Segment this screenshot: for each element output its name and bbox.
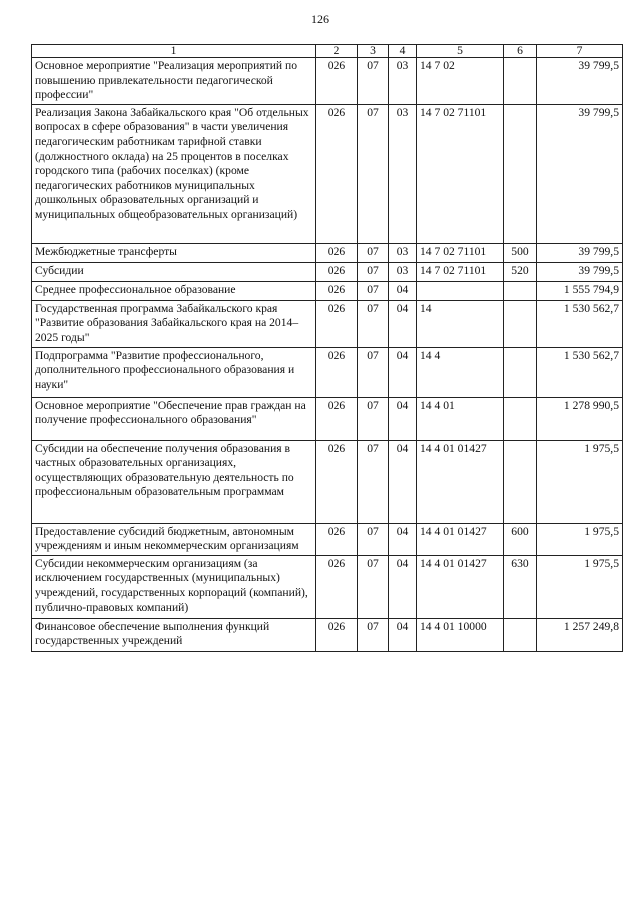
row-name: Реализация Закона Забайкальского края "Об отдельных вопросах в сфере образования" в части увеличения педагогическим работникам тарифной ставки (должностного оклада) на 25 процентов в поселках городского типа (рабочих поселках) (кроме педагогических работников муниципальных дошкольных образовательных организаций и муниципальных общеобразовательных организаций): [32, 104, 316, 243]
header-col-6: 6: [504, 45, 537, 58]
row-grbs: 026: [316, 397, 358, 440]
row-grbs: 026: [316, 347, 358, 397]
header-row: [32, 45, 623, 58]
table-row: [32, 300, 623, 347]
table-row: [32, 281, 623, 300]
table-row: [32, 555, 623, 618]
table-row: [32, 347, 623, 397]
table-row: [32, 58, 623, 105]
row-expense-type: [504, 618, 537, 651]
row-name: Субсидии некоммерческим организациям (за исключением государственных (муниципальных) учреждений, государственных корпораций (компаний), публично-правовых компаний): [32, 555, 316, 618]
row-subsection: 04: [389, 618, 417, 651]
row-expense-type: 600: [504, 523, 537, 555]
header-col-3: 3: [358, 45, 389, 58]
row-section: 07: [358, 262, 389, 281]
row-amount: 1 975,5: [537, 440, 623, 523]
table-row: [32, 262, 623, 281]
row-target-code: 14: [417, 300, 504, 347]
row-subsection: 03: [389, 262, 417, 281]
row-target-code: 14 7 02 71101: [417, 243, 504, 262]
row-target-code: [417, 281, 504, 300]
row-name: Среднее профессиональное образование: [32, 281, 316, 300]
row-name: Государственная программа Забайкальского края "Развитие образования Забайкальского края на 2014–2025 годы": [32, 300, 316, 347]
table-row: [32, 440, 623, 523]
row-amount: 1 975,5: [537, 523, 623, 555]
row-expense-type: 630: [504, 555, 537, 618]
row-grbs: 026: [316, 300, 358, 347]
row-subsection: 04: [389, 555, 417, 618]
row-section: 07: [358, 300, 389, 347]
row-expense-type: [504, 397, 537, 440]
row-amount: 1 530 562,7: [537, 300, 623, 347]
row-name: Основное мероприятие "Реализация мероприятий по повышению привлекательности педагогической профессии": [32, 58, 316, 105]
row-expense-type: [504, 300, 537, 347]
row-section: 07: [358, 104, 389, 243]
row-grbs: 026: [316, 281, 358, 300]
row-section: 07: [358, 281, 389, 300]
row-expense-type: [504, 440, 537, 523]
row-expense-type: 500: [504, 243, 537, 262]
row-subsection: 03: [389, 243, 417, 262]
page-number: 126: [311, 12, 329, 26]
row-amount: 39 799,5: [537, 104, 623, 243]
table-row: [32, 523, 623, 555]
row-subsection: 03: [389, 58, 417, 105]
row-grbs: 026: [316, 104, 358, 243]
row-subsection: 04: [389, 281, 417, 300]
row-section: 07: [358, 243, 389, 262]
row-amount: 1 555 794,9: [537, 281, 623, 300]
row-section: 07: [358, 397, 389, 440]
row-target-code: 14 4 01: [417, 397, 504, 440]
row-name: Подпрограмма "Развитие профессионального, дополнительного профессионального образования и науки": [32, 347, 316, 397]
row-grbs: 026: [316, 523, 358, 555]
row-name: Основное мероприятие "Обеспечение прав граждан на получение профессионального образования": [32, 397, 316, 440]
row-subsection: 04: [389, 347, 417, 397]
row-amount: 39 799,5: [537, 243, 623, 262]
row-target-code: 14 4 01 10000: [417, 618, 504, 651]
row-expense-type: 520: [504, 262, 537, 281]
header-col-5: 5: [417, 45, 504, 58]
row-grbs: 026: [316, 440, 358, 523]
row-subsection: 03: [389, 104, 417, 243]
row-expense-type: [504, 58, 537, 105]
row-target-code: 14 7 02: [417, 58, 504, 105]
row-subsection: 04: [389, 523, 417, 555]
row-section: 07: [358, 523, 389, 555]
row-name: Межбюджетные трансферты: [32, 243, 316, 262]
row-grbs: 026: [316, 262, 358, 281]
row-target-code: 14 7 02 71101: [417, 262, 504, 281]
row-subsection: 04: [389, 300, 417, 347]
row-subsection: 04: [389, 440, 417, 523]
row-name: Финансовое обеспечение выполнения функций государственных учреждений: [32, 618, 316, 651]
row-amount: 39 799,5: [537, 58, 623, 105]
row-amount: 1 530 562,7: [537, 347, 623, 397]
row-section: 07: [358, 618, 389, 651]
row-section: 07: [358, 347, 389, 397]
row-subsection: 04: [389, 397, 417, 440]
row-grbs: 026: [316, 618, 358, 651]
row-grbs: 026: [316, 58, 358, 105]
table-row: [32, 243, 623, 262]
row-amount: 1 975,5: [537, 555, 623, 618]
row-amount: 1 278 990,5: [537, 397, 623, 440]
header-col-1: 1: [32, 45, 316, 58]
row-section: 07: [358, 58, 389, 105]
row-grbs: 026: [316, 243, 358, 262]
row-section: 07: [358, 555, 389, 618]
row-grbs: 026: [316, 555, 358, 618]
header-col-7: 7: [537, 45, 623, 58]
row-target-code: 14 7 02 71101: [417, 104, 504, 243]
row-expense-type: [504, 281, 537, 300]
row-name: Субсидии: [32, 262, 316, 281]
table-row: [32, 104, 623, 243]
row-amount: 1 257 249,8: [537, 618, 623, 651]
row-expense-type: [504, 347, 537, 397]
row-name: Субсидии на обеспечение получения образования в частных образовательных организациях, осуществляющих образовательную деятельность по профессиональным образовательным программам: [32, 440, 316, 523]
row-target-code: 14 4 01 01427: [417, 523, 504, 555]
header-col-2: 2: [316, 45, 358, 58]
row-expense-type: [504, 104, 537, 243]
row-section: 07: [358, 440, 389, 523]
header-col-4: 4: [389, 45, 417, 58]
row-target-code: 14 4: [417, 347, 504, 397]
row-amount: 39 799,5: [537, 262, 623, 281]
budget-table: [31, 44, 623, 652]
row-target-code: 14 4 01 01427: [417, 555, 504, 618]
row-target-code: 14 4 01 01427: [417, 440, 504, 523]
row-name: Предоставление субсидий бюджетным, автономным учреждениям и иным некоммерческим организациям: [32, 523, 316, 555]
table-row: [32, 397, 623, 440]
table-row: [32, 618, 623, 651]
